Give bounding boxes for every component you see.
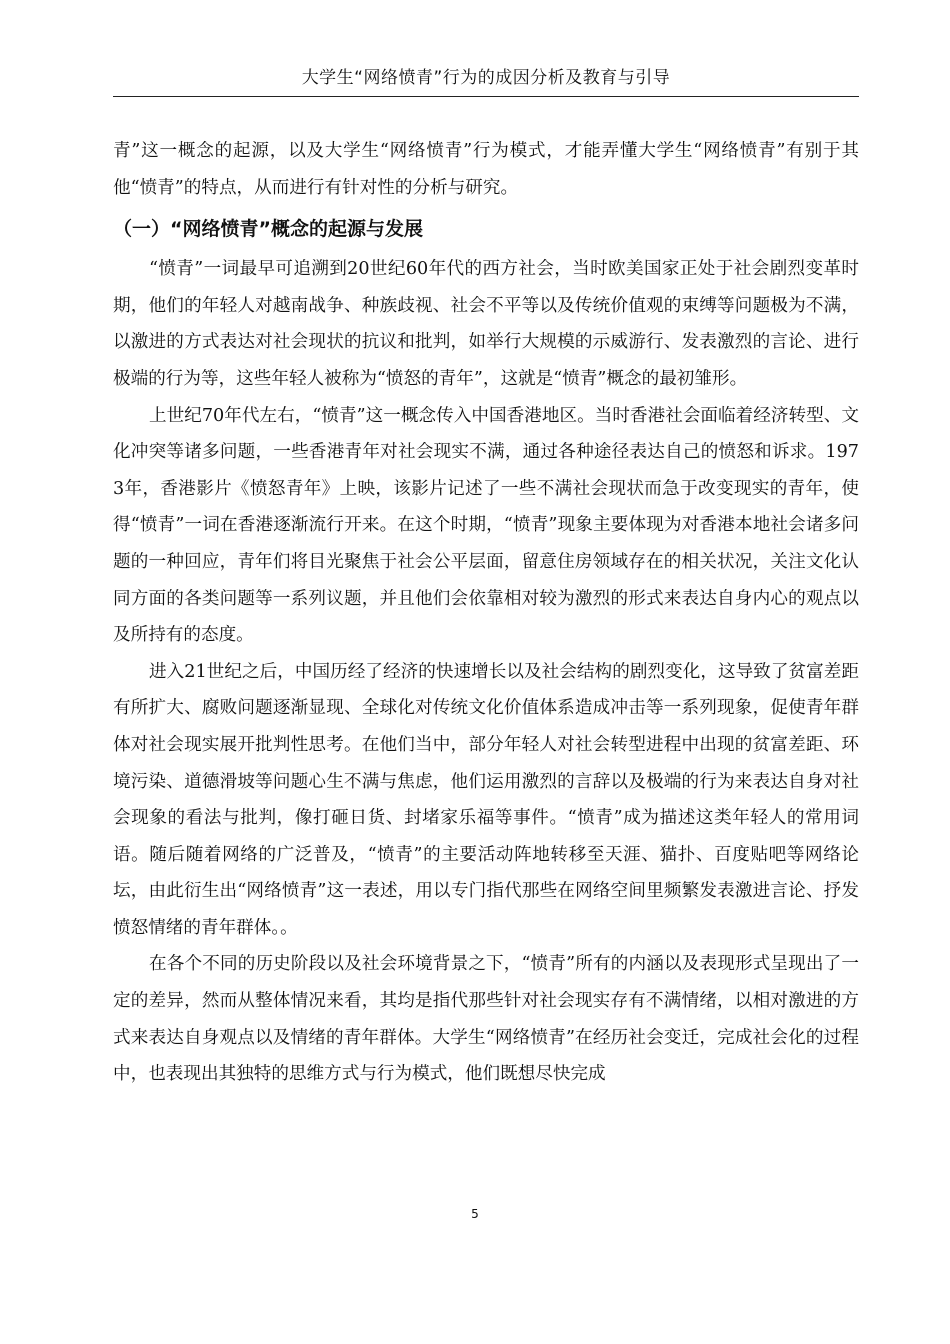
paragraph-summary: 在各个不同的历史阶段以及社会环境背景之下，“愤青”所有的内涵以及表现形式呈现出了一定的差异，然而从整体情况来看，其均是指代那些针对社会现实存有不满情绪，以相对激进的方式来表达自身观点以及情绪的青年群体。大学生“网络愤青”在经历社会变迁，完成社会化的过程中，也表现出其独特的思维方式与行为模式，他们既想尽快完成 (113, 954, 859, 1085)
section-heading: （一）“网络愤青”概念的起源与发展 (113, 218, 423, 241)
paragraph-hong-kong: 上世纪70年代左右，“愤青”这一概念传入中国香港地区。当时香港社会面临着经济转型、文化冲突等诸多问题，一些香港青年对社会现实不满，通过各种途径表达自己的愤怒和诉求。1973年，香港影片《愤怒青年》上映，该影片记述了一些不满社会现状而急于改变现实的青年，使得“愤青”一词在香港逐渐流行开来。在这个时期，“愤青”现象主要体现为对香港本地社会诸多问题的一种回应，青年们将目光聚焦于社会公平层面，留意住房领域存在的相关状况，关注文化认同方面的各类问题等一系列议题，并且他们会依靠相对较为激烈的形式来表达自身内心的观点以及所持有的态度。 (113, 405, 859, 646)
header-divider (113, 96, 859, 97)
body-text (113, 133, 859, 1093)
page-number: 5 (471, 1207, 479, 1221)
running-header: 大学生“网络愤青”行为的成因分析及教育与引导 (301, 68, 671, 88)
paragraph-origin-west: “愤青”一词最早可追溯到20世纪60年代的西方社会，当时欧美国家正处于社会剧烈变革时期，他们的年轻人对越南战争、种族歧视、社会不平等以及传统价值观的束缚等问题极为不满，以激进的方式表达对社会现状的抗议和批判，如举行大规模的示威游行、发表激烈的言论、进行极端的行为等，这些年轻人被称为“愤怒的青年”，这就是“愤青”概念的最初雏形。 (113, 259, 859, 389)
paragraph-21st-century: 进入21世纪之后，中国历经了经济的快速增长以及社会结构的剧烈变化，这导致了贫富差距有所扩大、腐败问题逐渐显现、全球化对传统文化价值体系造成冲击等一系列现象，促使青年群体对社会现实展开批判性思考。在他们当中，部分年轻人对社会转型进程中出现的贫富差距、环境污染、道德滑坡等问题心生不满与焦虑，他们运用激烈的言辞以及极端的行为来表达自身对社会现象的看法与批判，像打砸日货、封堵家乐福等事件。“愤青”成为描述这类年轻人的常用词语。随后随着网络的广泛普及，“愤青”的主要活动阵地转移至天涯、猫扑、百度贴吧等网络论坛，由此衍生出“网络愤青”这一表述，用以专门指代那些在网络空间里频繁发表激进言论、抒发愤怒情绪的青年群体。。 (113, 661, 859, 938)
continuation-paragraph: 青”这一概念的起源，以及大学生“网络愤青”行为模式，才能弄懂大学生“网络愤青”有别于其他“愤青”的特点，从而进行有针对性的分析与研究。 (113, 141, 859, 198)
